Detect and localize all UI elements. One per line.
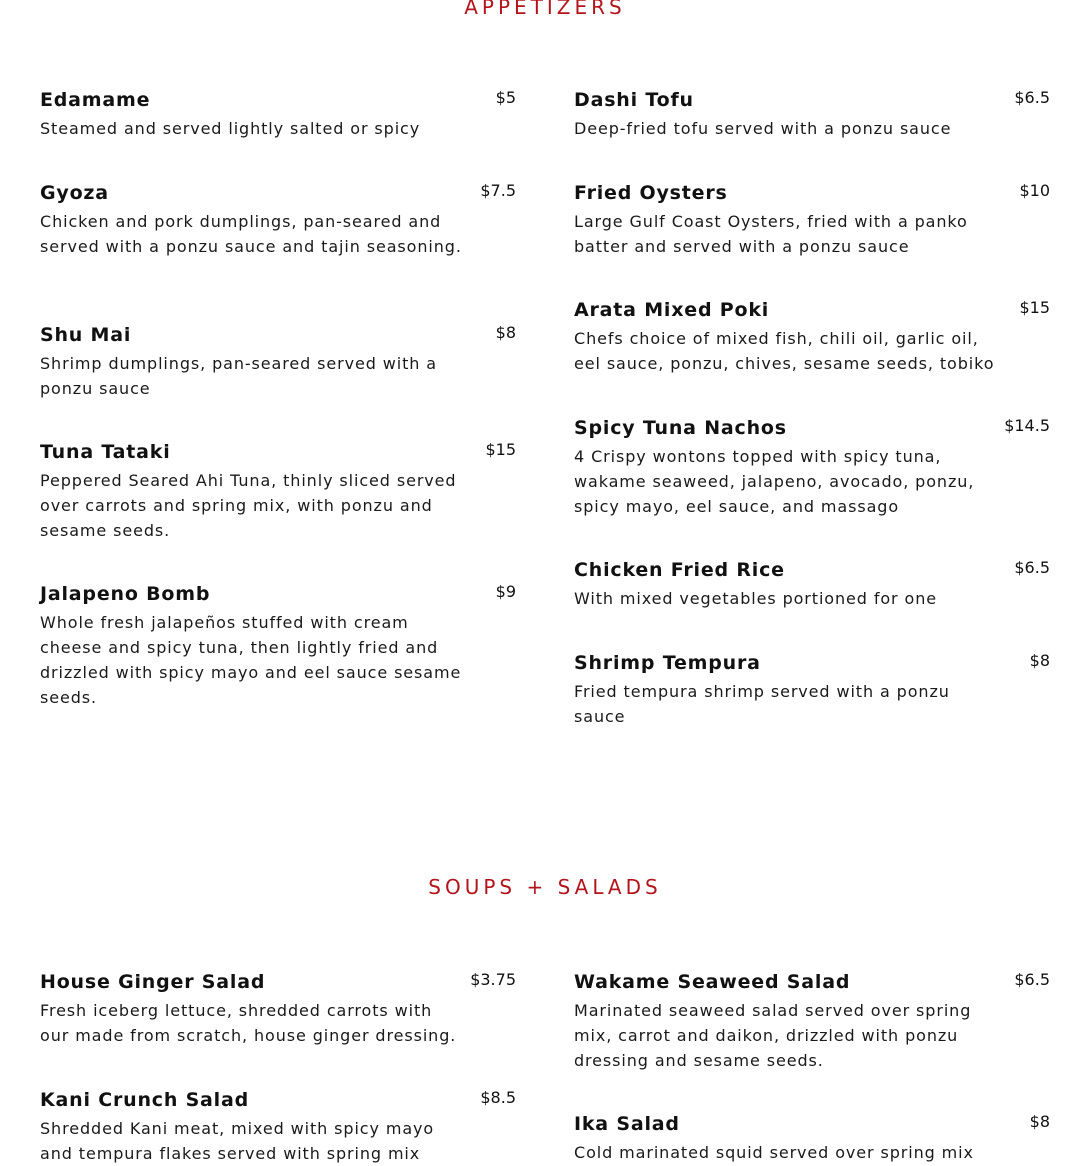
item-name: Dashi Tofu	[574, 89, 694, 111]
menu-item	[574, 181, 1050, 259]
item-description: Cold marinated squid served over spring mix	[574, 1143, 974, 1162]
item-price: $6.5	[1014, 970, 1050, 989]
item-description: With mixed vegetables portioned for one	[574, 589, 937, 608]
item-description: Fresh iceberg lettuce, shredded carrots with our made from scratch, house ginger dressing.	[40, 1001, 457, 1045]
item-price: $14.5	[1004, 416, 1050, 435]
menu-item	[574, 558, 1050, 611]
item-price: $10	[1019, 181, 1050, 200]
menu-item	[40, 970, 516, 1048]
item-description: 4 Crispy wontons topped with spicy tuna, wakame seaweed, jalapeno, avocado, ponzu, spicy mayo, eel sauce, and massago	[574, 447, 975, 516]
menu-item	[574, 298, 1050, 376]
item-description: Chicken and pork dumplings, pan-seared and served with a ponzu sauce and tajin seasoning.	[40, 212, 462, 256]
item-price: $3.75	[470, 970, 516, 989]
item-description: Steamed and served lightly salted or spicy	[40, 119, 421, 138]
item-description: Whole fresh jalapeños stuffed with cream cheese and spicy tuna, then lightly fried and drizzled with spicy mayo and eel sauce sesame seeds.	[40, 613, 462, 707]
item-name: Gyoza	[40, 182, 109, 204]
item-description: Chefs choice of mixed fish, chili oil, garlic oil, eel sauce, ponzu, chives, sesame seeds, tobiko	[574, 329, 995, 373]
item-description: Marinated seaweed salad served over spring mix, carrot and daikon, drizzled with ponzu dressing and sesame seeds.	[574, 1001, 972, 1070]
item-description: Fried tempura shrimp served with a ponzu sauce	[574, 682, 950, 726]
menu-item	[40, 88, 516, 141]
item-price: $15	[1019, 298, 1050, 317]
item-description: Deep-fried tofu served with a ponzu sauce	[574, 119, 952, 138]
item-name: Spicy Tuna Nachos	[574, 417, 787, 439]
item-name: Arata Mixed Poki	[574, 299, 770, 321]
item-name: Shu Mai	[40, 324, 132, 346]
item-price: $6.5	[1014, 558, 1050, 577]
section-title-appetizers: APPETIZERS	[464, 0, 626, 19]
item-description: Peppered Seared Ahi Tuna, thinly sliced served over carrots and spring mix, with ponzu and sesame seeds.	[40, 471, 457, 540]
item-name: Chicken Fried Rice	[574, 559, 785, 581]
item-name: Shrimp Tempura	[574, 652, 761, 674]
item-price: $9	[495, 582, 516, 601]
menu-item	[574, 970, 1050, 1073]
item-name: Edamame	[40, 89, 151, 111]
item-price: $5	[495, 88, 516, 107]
menu-item	[40, 440, 516, 543]
item-price: $8	[495, 323, 516, 342]
menu-item	[40, 582, 516, 710]
menu-item	[574, 88, 1050, 141]
menu-item	[574, 416, 1050, 519]
item-name: Fried Oysters	[574, 182, 728, 204]
section-title-soups-salads: SOUPS + SALADS	[428, 875, 662, 899]
item-price: $7.5	[480, 181, 516, 200]
item-description: Large Gulf Coast Oysters, fried with a panko batter and served with a ponzu sauce	[574, 212, 968, 256]
item-price: $6.5	[1014, 88, 1050, 107]
item-price: $15	[485, 440, 516, 459]
item-name: Tuna Tataki	[40, 441, 171, 463]
item-name: Ika Salad	[574, 1113, 680, 1135]
menu-item	[574, 1112, 1050, 1165]
menu-item	[574, 651, 1050, 729]
item-price: $8.5	[480, 1088, 516, 1107]
item-price: $8	[1029, 1112, 1050, 1131]
item-name: Jalapeno Bomb	[40, 583, 211, 605]
item-description: Shrimp dumplings, pan-seared served with a ponzu sauce	[40, 354, 438, 398]
menu-item	[40, 323, 516, 401]
item-name: Wakame Seaweed Salad	[574, 971, 851, 993]
menu-item	[40, 1088, 516, 1166]
item-price: $8	[1029, 651, 1050, 670]
menu-item	[40, 181, 516, 259]
item-name: Kani Crunch Salad	[40, 1089, 250, 1111]
item-description: Shredded Kani meat, mixed with spicy mayo and tempura flakes served with spring mix	[40, 1119, 435, 1163]
item-name: House Ginger Salad	[40, 971, 266, 993]
